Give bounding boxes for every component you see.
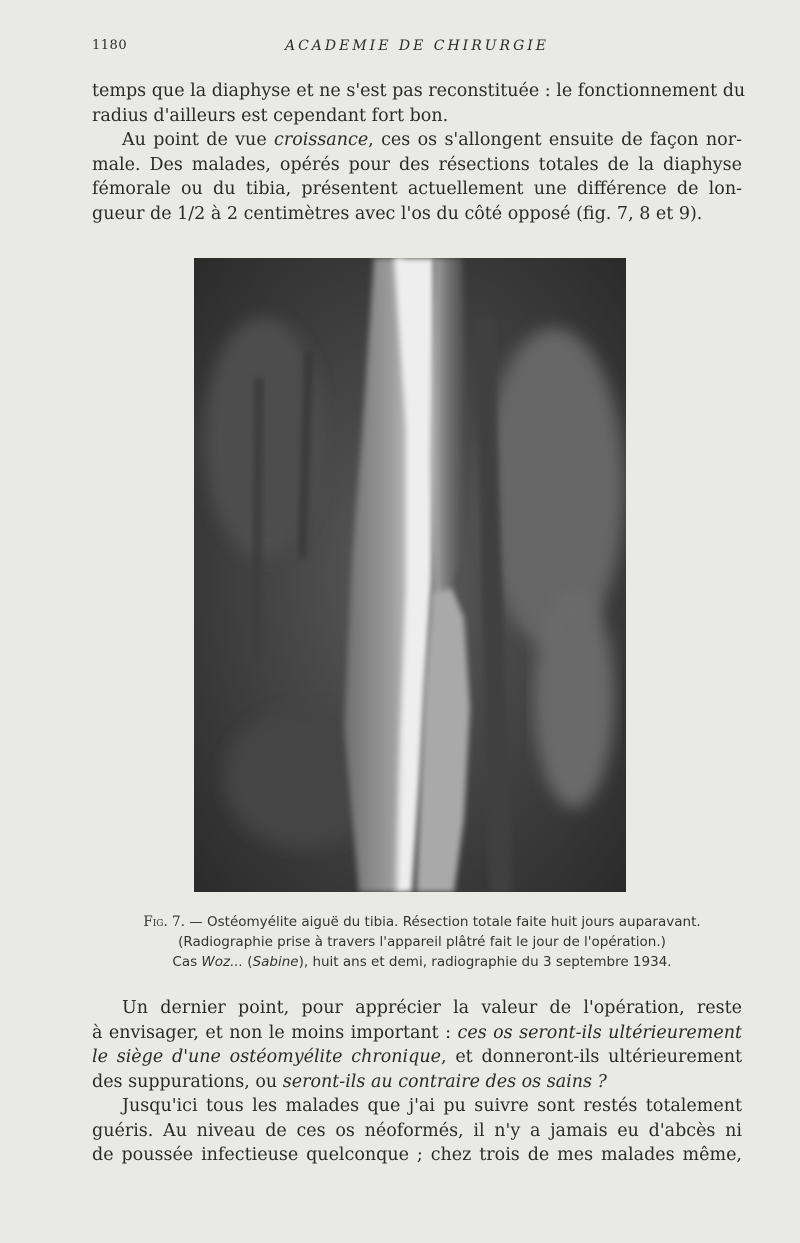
last-point-paragraph-line: à envisager, et non le moins important : ces os seront-ils ultérieurement [92,1022,743,1043]
followup-paragraph-line: de poussée infectieuse quelconque ; chez trois de mes malades même, [92,1145,742,1165]
page-header [92,38,742,58]
figure-label: Fig. 7. [143,914,185,930]
paragraph-continuation-line: temps que la diaphyse et ne s'est pas reconstituée : le fonctionnement du [92,81,746,101]
last-point-paragraph-line: Un dernier point, pour apprécier la valeur de l'opération, reste [122,998,742,1018]
growth-paragraph-line: male. Des malades, opérés pour des résections totales de la diaphyse [92,154,742,175]
followup-paragraph-line: guéris. Au niveau de ces os néoformés, il n'y a jamais eu d'abcès ni [92,1120,742,1141]
caption-line: Cas Woz... (Sabine), huit ans et demi, radiographie du 3 septembre 1934. [172,954,672,970]
last-point-paragraph-line: des suppurations, ou seront-ils au contraire des os sains ? [92,1071,607,1092]
top-text-block [92,79,746,226]
emphasis-croissance: croissance [274,130,369,150]
growth-paragraph-line: gueur de 1/2 à 2 centimètres avec l'os du côté opposé (fig. 7, 8 et 9). [92,203,703,224]
bottom-text-block [92,996,742,1168]
caption-line: Fig. 7. — Ostéomyélite aiguë du tibia. Résection totale faite huit jours auparavant. [143,914,701,930]
page-number: 1180 [92,38,128,53]
figure-caption [92,912,752,972]
last-point-paragraph-line: le siège d'une ostéomyélite chronique, et donneront-ils ultérieurement [92,1047,743,1067]
growth-paragraph-line: Au point de vue croissance, ces os s'allongent ensuite de façon nor- [122,130,742,150]
paragraph-continuation-line: radius d'ailleurs est cependant fort bon. [92,105,449,126]
radiograph-figure [194,258,626,892]
growth-paragraph-line: fémorale ou du tibia, présentent actuellement une différence de lon- [92,179,742,199]
running-head: ACADEMIE DE CHIRURGIE [284,38,550,54]
caption-line: (Radiographie prise à travers l'appareil plâtré fait le jour de l'opération.) [178,934,666,950]
radiograph-image [194,258,626,892]
followup-paragraph-line: Jusqu'ici tous les malades que j'ai pu suivre sont restés totalement [122,1096,742,1116]
